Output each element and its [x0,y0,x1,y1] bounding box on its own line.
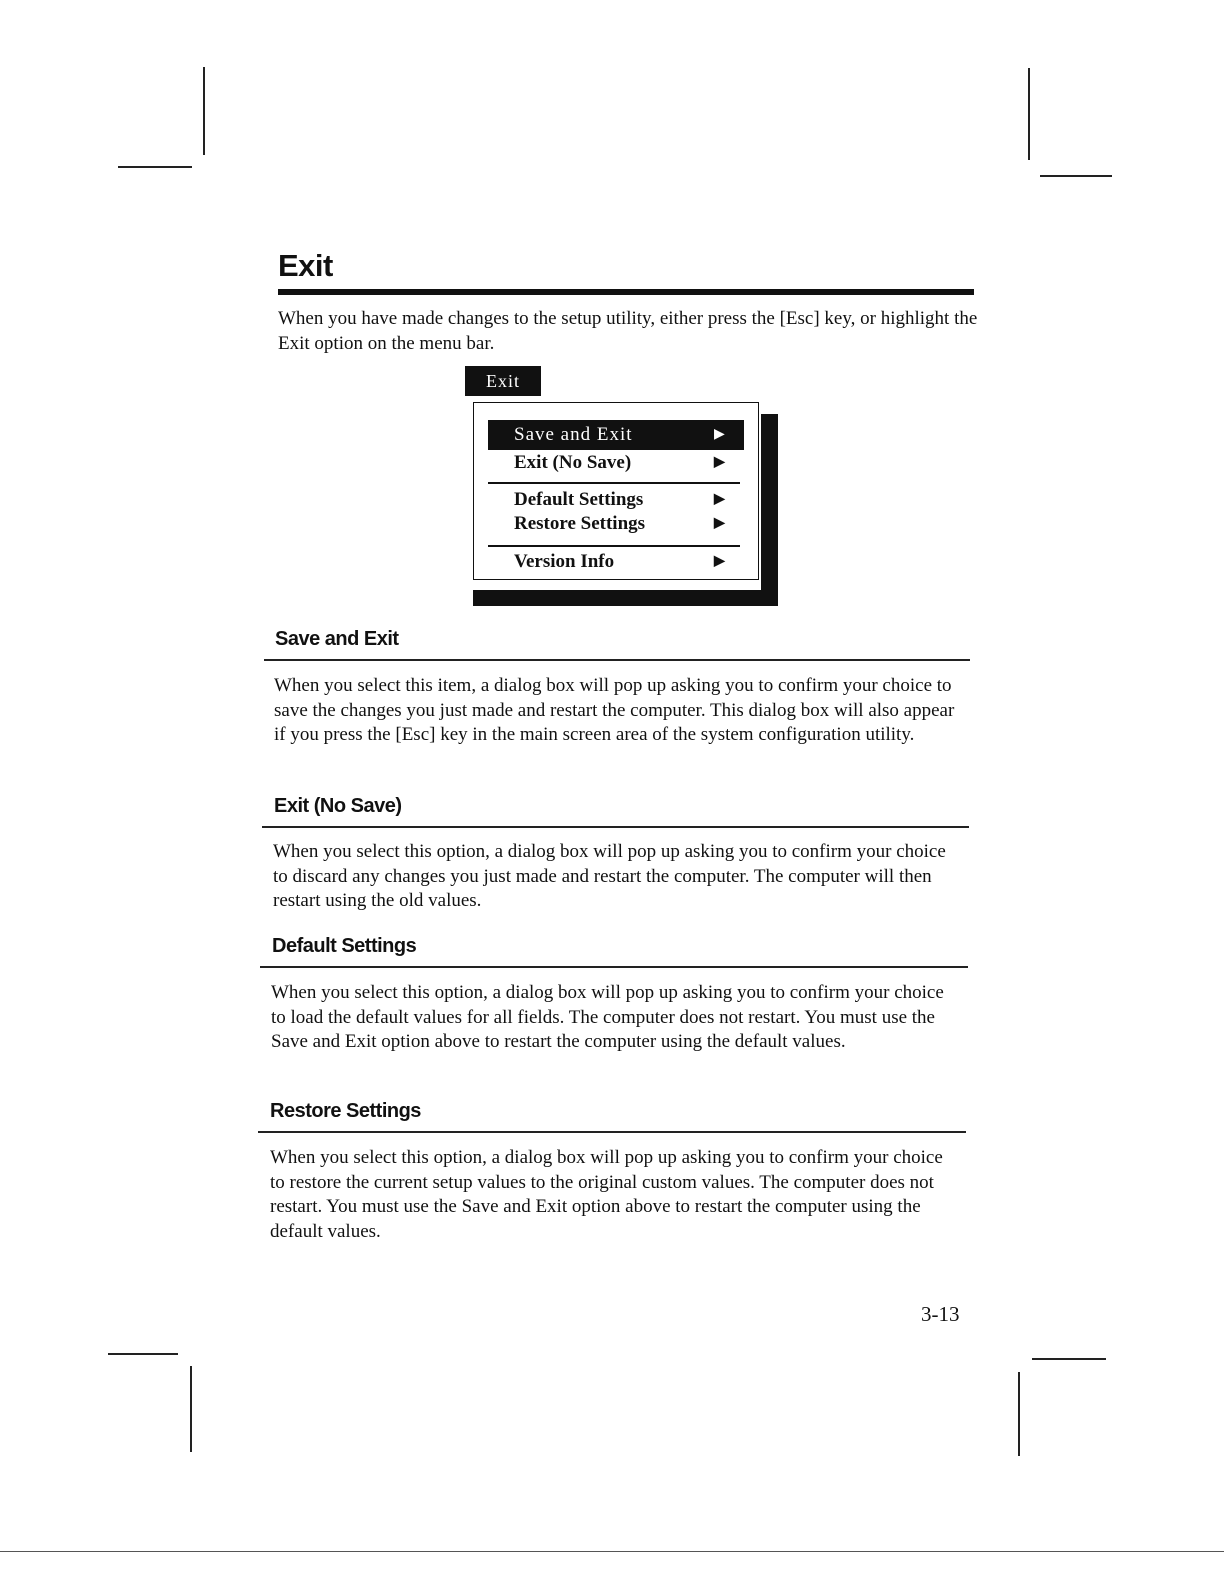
section-rule [264,659,970,661]
intro-paragraph: When you have made changes to the setup utility, either press the [Esc] key, or highlight the Exit option on the menu bar. [278,308,978,354]
section-rule [260,966,968,968]
submenu-arrow-icon: ▶ [714,427,726,442]
menu-tab-exit[interactable]: Exit [465,366,541,396]
section-body-restore-settings: When you select this option, a dialog box will pop up asking you to confirm your choice to restore the current setup values to the original custom values. The computer does not restart. You must use the Save and Exit option above to restart the computer using the default values. [270,1147,943,1242]
page-edge-rule [0,1551,1224,1552]
crop-mark [1040,175,1112,177]
crop-mark [118,166,192,168]
section-body-exit-no-save: When you select this option, a dialog box will pop up asking you to confirm your choice to discard any changes you just made and restart the computer. The computer will then restart using the old values. [273,841,946,911]
crop-mark [190,1366,192,1452]
menu-shadow [761,414,778,606]
submenu-arrow-icon: ▶ [714,455,725,470]
page-number: 3-13 [921,1302,960,1326]
section-body-save-and-exit: When you select this item, a dialog box will pop up asking you to confirm your choice to save the changes you just made and restart the computer. This dialog box will also appear if you press the [Esc] key in the main screen area of the system configuration utility. [274,675,955,745]
menu-item-restore-settings[interactable] [488,509,744,539]
section-rule [258,1131,966,1133]
crop-mark [203,67,205,155]
section-rule [262,826,969,828]
submenu-arrow-icon: ▶ [714,516,725,531]
crop-mark [1018,1372,1020,1456]
title-rule [278,289,974,295]
submenu-arrow-icon: ▶ [714,554,725,569]
section-title-exit-no-save: Exit (No Save) [274,795,402,817]
section-title-default-settings: Default Settings [272,935,417,957]
crop-mark [1032,1358,1106,1360]
menu-item-label: Save and Exit [514,424,633,445]
menu-item-label: Version Info [514,551,615,572]
section-body-default-settings: When you select this option, a dialog box will pop up asking you to confirm your choice to load the default values for all fields. The computer does not restart. You must use the Save and Exit option above to restart the computer using the default values. [271,982,944,1052]
menu-separator [488,482,740,484]
menu-item-label: Exit (No Save) [514,452,632,473]
crop-mark [1028,68,1030,160]
menu-shadow [473,590,778,606]
menu-item-label: Restore Settings [514,513,646,534]
menu-item-save-and-exit[interactable] [488,420,744,450]
menu-item-version-info[interactable] [488,547,744,577]
section-title-restore-settings: Restore Settings [270,1100,421,1122]
menu-item-label: Default Settings [514,489,644,510]
submenu-arrow-icon: ▶ [714,492,725,507]
page-title: Exit [278,248,333,283]
menu-item-exit-no-save[interactable] [488,448,744,478]
section-title-save-and-exit: Save and Exit [275,628,399,650]
crop-mark [108,1353,178,1355]
